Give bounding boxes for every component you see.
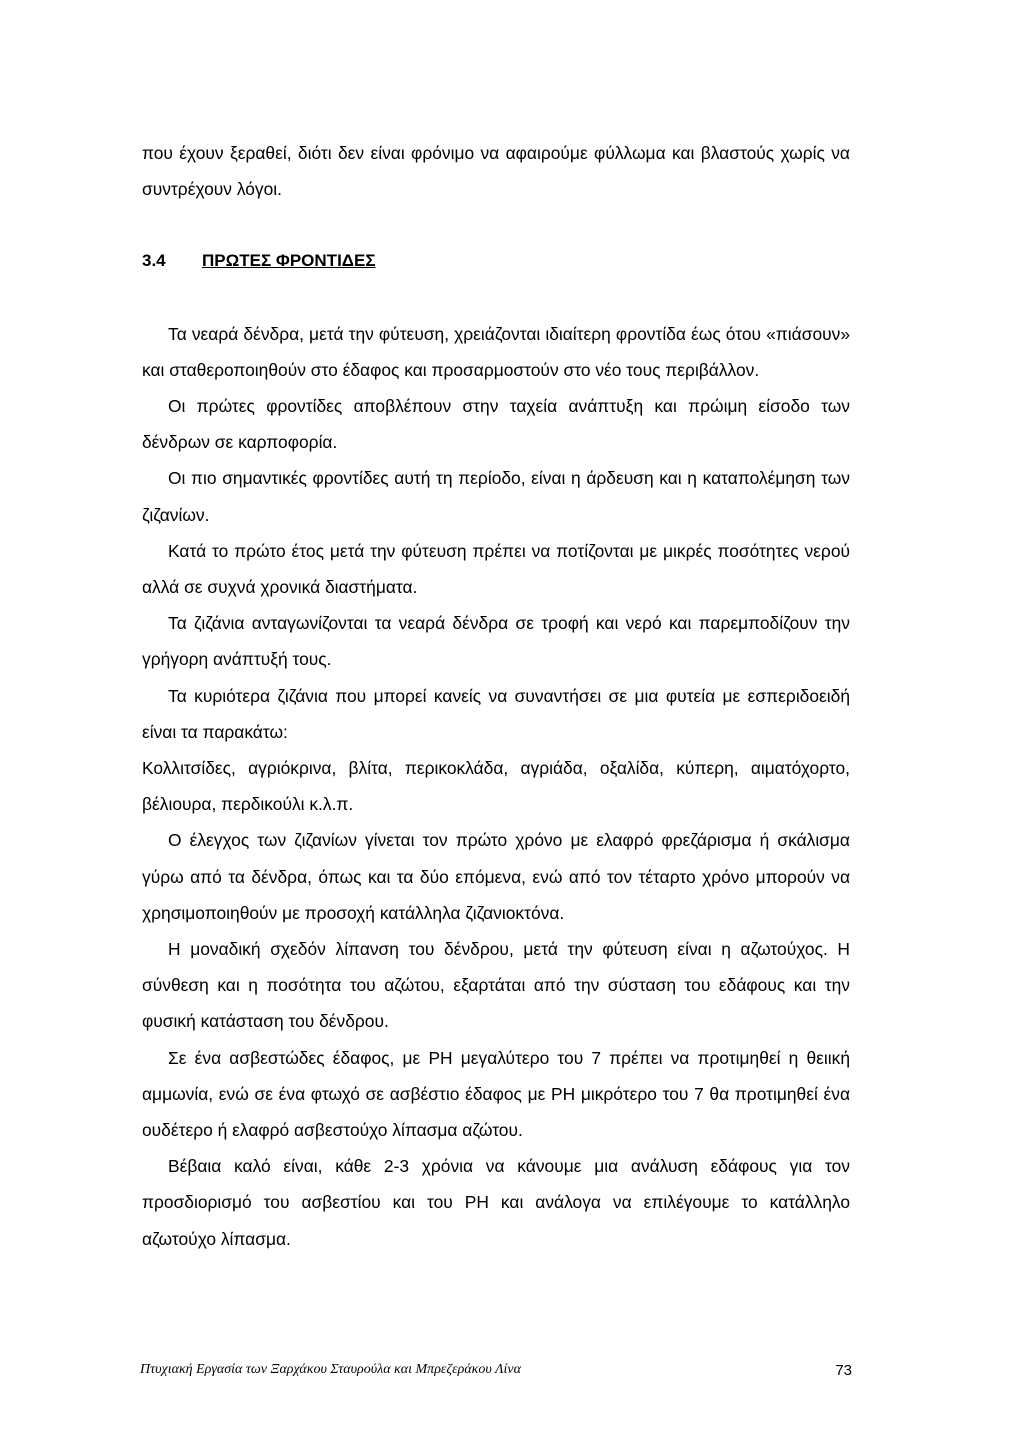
- paragraph-watering: Κατά το πρώτο έτος μετά την φύτευση πρέπει να ποτίζονται με μικρές ποσότητες νερού αλλά σε συχνά χρονικά διαστήματα.: [142, 540, 850, 598]
- paragraph-first-care: Οι πρώτες φροντίδες αποβλέπουν στην ταχεία ανάπτυξη και πρώιμη είσοδο των δένδρων σε καρποφορία.: [142, 396, 850, 453]
- section-number: 3.4: [142, 251, 166, 271]
- section-title: ΠΡΩΤΕΣ ΦΡΟΝΤΙΔΕΣ: [202, 251, 376, 271]
- paragraph-weed-control: Ο έλεγχος των ζιζανίων γίνεται τον πρώτο χρόνο με ελαφρό φρεζάρισμα ή σκάλισμα γύρω από τα δένδρα, όπως και τα δύο επόμενα, ενώ από τον τέταρτο χρόνο μπορούν να χρησιμοποιηθούν με προσοχή κατάλληλα ζιζανιοκτόνα.: [142, 830, 850, 923]
- document-body: [142, 135, 850, 1257]
- section-heading: [142, 243, 850, 279]
- paragraph-soil-ph: Σε ένα ασβεστώδες έδαφος, με PH μεγαλύτερο του 7 πρέπει να προτιμηθεί η θειική αμμωνία, ενώ σε ένα φτωχό σε ασβέστιο έδαφος με PH μικρότερο του 7 θα προτιμηθεί ένα ουδέτερο ή ελαφρό ασβεστούχο λίπασμα αζώτου.: [142, 1047, 850, 1141]
- page-footer: [140, 1362, 852, 1378]
- weeds-list: Κολλιτσίδες, αγριόκρινα, βλίτα, περικοκλάδα, αγριάδα, οξαλίδα, κύπερη, αιματόχορτο, βέλιουρα, περδικούλι κ.λ.π.: [142, 758, 850, 815]
- intro-paragraph: που έχουν ξεραθεί, διότι δεν είναι φρόνιμο να αφαιρούμε φύλλωμα και βλαστούς χωρίς να συντρέχουν λόγοι.: [142, 143, 850, 200]
- paragraph-soil-analysis: Βέβαια καλό είναι, κάθε 2-3 χρόνια να κάνουμε μια ανάλυση εδάφους για τον προσδιορισμό του ασβεστίου και του PH και ανάλογα να επιλέγουμε το κατάλληλο αζωτούχο λίπασμα.: [142, 1156, 850, 1249]
- paragraph-young-trees: Τα νεαρά δένδρα, μετά την φύτευση, χρειάζονται ιδιαίτερη φροντίδα έως ότου «πιάσουν» και σταθεροποιηθούν στο έδαφος και προσαρμοστούν στο νέο τους περιβάλλον.: [142, 323, 850, 380]
- footer-text: Πτυχιακή Εργασία των Ξαρχάκου Σταυρούλα και Μπρεζεράκου Λίνα: [140, 1362, 521, 1377]
- paragraph-weeds-compete: Τα ζιζάνια ανταγωνίζονται τα νεαρά δένδρα σε τροφή και νερό και παρεμποδίζουν την γρήγορη ανάπτυξή τους.: [142, 613, 850, 670]
- page-number: 73: [835, 1362, 852, 1379]
- paragraph-fertilization: Η μοναδική σχεδόν λίπανση του δένδρου, μετά την φύτευση είναι η αζωτούχος. Η σύνθεση και η ποσότητα του αζώτου, εξαρτάται από την σύσταση του εδάφους και την φυσική κατάσταση του δένδρου.: [142, 939, 850, 1032]
- paragraph-main-weeds: Τα κυριότερα ζιζάνια που μπορεί κανείς να συναντήσει σε μια φυτεία με εσπεριδοειδή είναι τα παρακάτω:: [142, 685, 850, 742]
- paragraph-important-care: Οι πιο σημαντικές φροντίδες αυτή τη περίοδο, είναι η άρδευση και η καταπολέμηση των ζιζανίων.: [142, 468, 850, 525]
